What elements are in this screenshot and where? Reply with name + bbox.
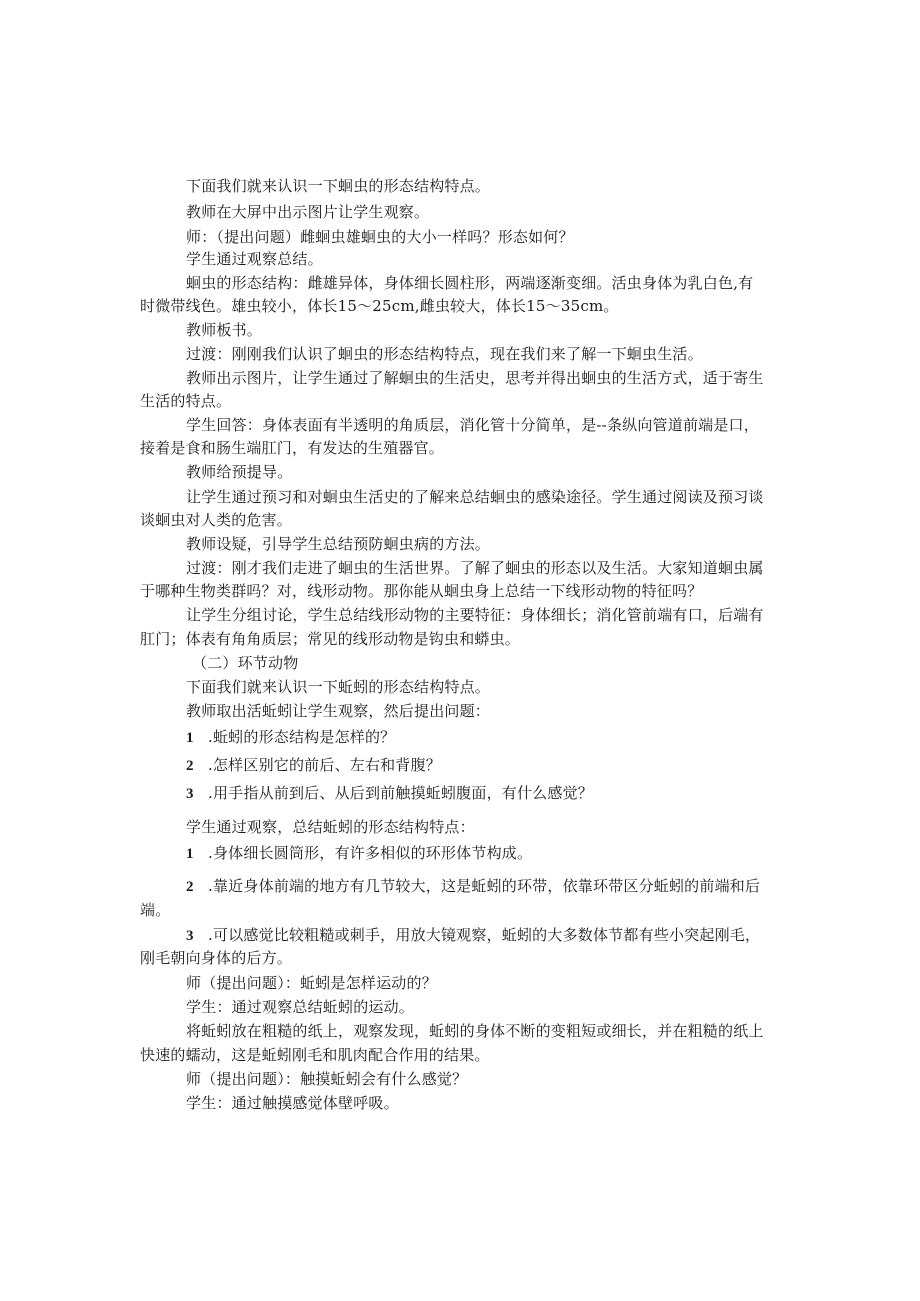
item-text: .用手指从前到后、从后到前触摸蚯蚓腹面，有什么感觉？ <box>208 784 593 802</box>
paragraph: 教师取出活蚯蚓让学生观察，然后提出问题： <box>186 702 491 720</box>
paragraph: 师：（提出问题）雌蛔虫雄蛔虫的大小一样吗？形态如何？ <box>186 228 574 246</box>
paragraph: 过渡：刚才我们走进了蛔虫的生活世界。了解了蛔虫的形态以及生活。大家知道蛔虫属 <box>186 559 764 577</box>
paragraph: 教师在大屏中出示图片让学生观察。 <box>186 203 430 221</box>
item-text: .怎样区别它的前后、左右和背腹？ <box>208 756 441 774</box>
paragraph-continuation: 端。 <box>140 901 171 919</box>
paragraph: 将蚯蚓放在粗糙的纸上，观察发现，蚯蚓的身体不断的变粗短或细长，并在粗糙的纸上 <box>186 1022 764 1040</box>
item-text: .可以感觉比较粗糙或刺手，用放大镜观察，蚯蚓的大多数体节都有些小突起刚毛， <box>208 926 761 944</box>
answer-item <box>186 877 760 896</box>
section-heading: （二）环节动物 <box>192 654 299 672</box>
item-text: .蚯蚓的形态结构是怎样的？ <box>208 728 396 746</box>
paragraph-continuation: 肛门；体表有角角质层；常见的线形动物是钩虫和蟒虫。 <box>140 630 521 648</box>
item-number: 1 <box>186 846 194 862</box>
paragraph: 教师板书。 <box>186 321 263 339</box>
paragraph: 学生回答：身体表面有半透明的角质层，消化管十分简单，是--条纵向管道前端是口， <box>186 416 759 434</box>
paragraph-continuation: 时微带线色。雄虫较小，体长15～25cm,雌虫较大，体长15～35cm。 <box>140 297 619 315</box>
paragraph: 下面我们就来认识一下蚯蚓的形态结构特点。 <box>186 678 491 696</box>
paragraph: 学生通过观察，总结蚯蚓的形态结构特点： <box>186 818 475 836</box>
paragraph: 教师设疑，引导学生总结预防蛔虫病的方法。 <box>186 535 491 553</box>
item-number: 3 <box>186 786 194 802</box>
item-number: 1 <box>186 730 194 746</box>
paragraph: 师（提出问题）：触摸蚯蚓会有什么感觉？ <box>186 1070 468 1088</box>
paragraph: 教师出示图片，让学生通过了解蛔虫的生活史，思考并得出蛔虫的生活方式，适于寄生 <box>186 369 764 387</box>
paragraph: 蛔虫的形态结构：雌雄异体，身体细长圆柱形，两端逐渐变细。活虫身体为乳白色,有 <box>186 274 754 292</box>
answer-item <box>186 926 760 945</box>
paragraph-continuation: 快速的蠕动，这是蚯蚓刚毛和肌肉配合作用的结果。 <box>140 1046 490 1064</box>
question-item <box>186 728 395 747</box>
item-number: 2 <box>186 758 194 774</box>
item-text: .身体细长圆筒形，有许多相似的环形体节构成。 <box>208 844 533 862</box>
question-item <box>186 784 593 803</box>
paragraph: 让学生分组讨论，学生总结线形动物的主要特征：身体细长；消化管前端有口，后端有 <box>186 606 764 624</box>
paragraph-continuation: 刚毛朝向身体的后方。 <box>140 949 293 967</box>
paragraph: 学生：通过观察总结蚯蚓的运动。 <box>186 998 415 1016</box>
paragraph: 师（提出问题）：蚯蚓是怎样运动的？ <box>186 974 437 992</box>
paragraph: 学生通过观察总结。 <box>186 250 323 268</box>
answer-item <box>186 844 532 863</box>
paragraph-continuation: 谈蛔虫对人类的危害。 <box>140 511 293 529</box>
paragraph: 教师给预提导。 <box>186 463 293 481</box>
paragraph: 下面我们就来认识一下蛔虫的形态结构特点。 <box>186 177 491 195</box>
item-number: 2 <box>186 879 194 895</box>
item-number: 3 <box>186 928 194 944</box>
paragraph-continuation: 于哪种生物类群吗？对，线形动物。那你能从蛔虫身上总结一下线形动物的特征吗？ <box>140 582 703 600</box>
paragraph-continuation: 接着是食和肠生端肛门，有发达的生殖器官。 <box>140 439 445 457</box>
paragraph: 学生：通过触摸感觉体壁呼吸。 <box>186 1094 399 1112</box>
paragraph: 过渡：刚刚我们认识了蛔虫的形态结构特点，现在我们来了解一下蛔虫生活。 <box>186 345 703 363</box>
item-text: .靠近身体前端的地方有几节较大，这是蚯蚓的环带，依靠环带区分蚯蚓的前端和后 <box>208 877 761 895</box>
paragraph-continuation: 生活的特点。 <box>140 392 232 410</box>
paragraph: 让学生通过预习和对蛔虫生活史的了解来总结蛔虫的感染途径。学生通过阅读及预习谈 <box>186 488 764 506</box>
question-item <box>186 756 441 775</box>
